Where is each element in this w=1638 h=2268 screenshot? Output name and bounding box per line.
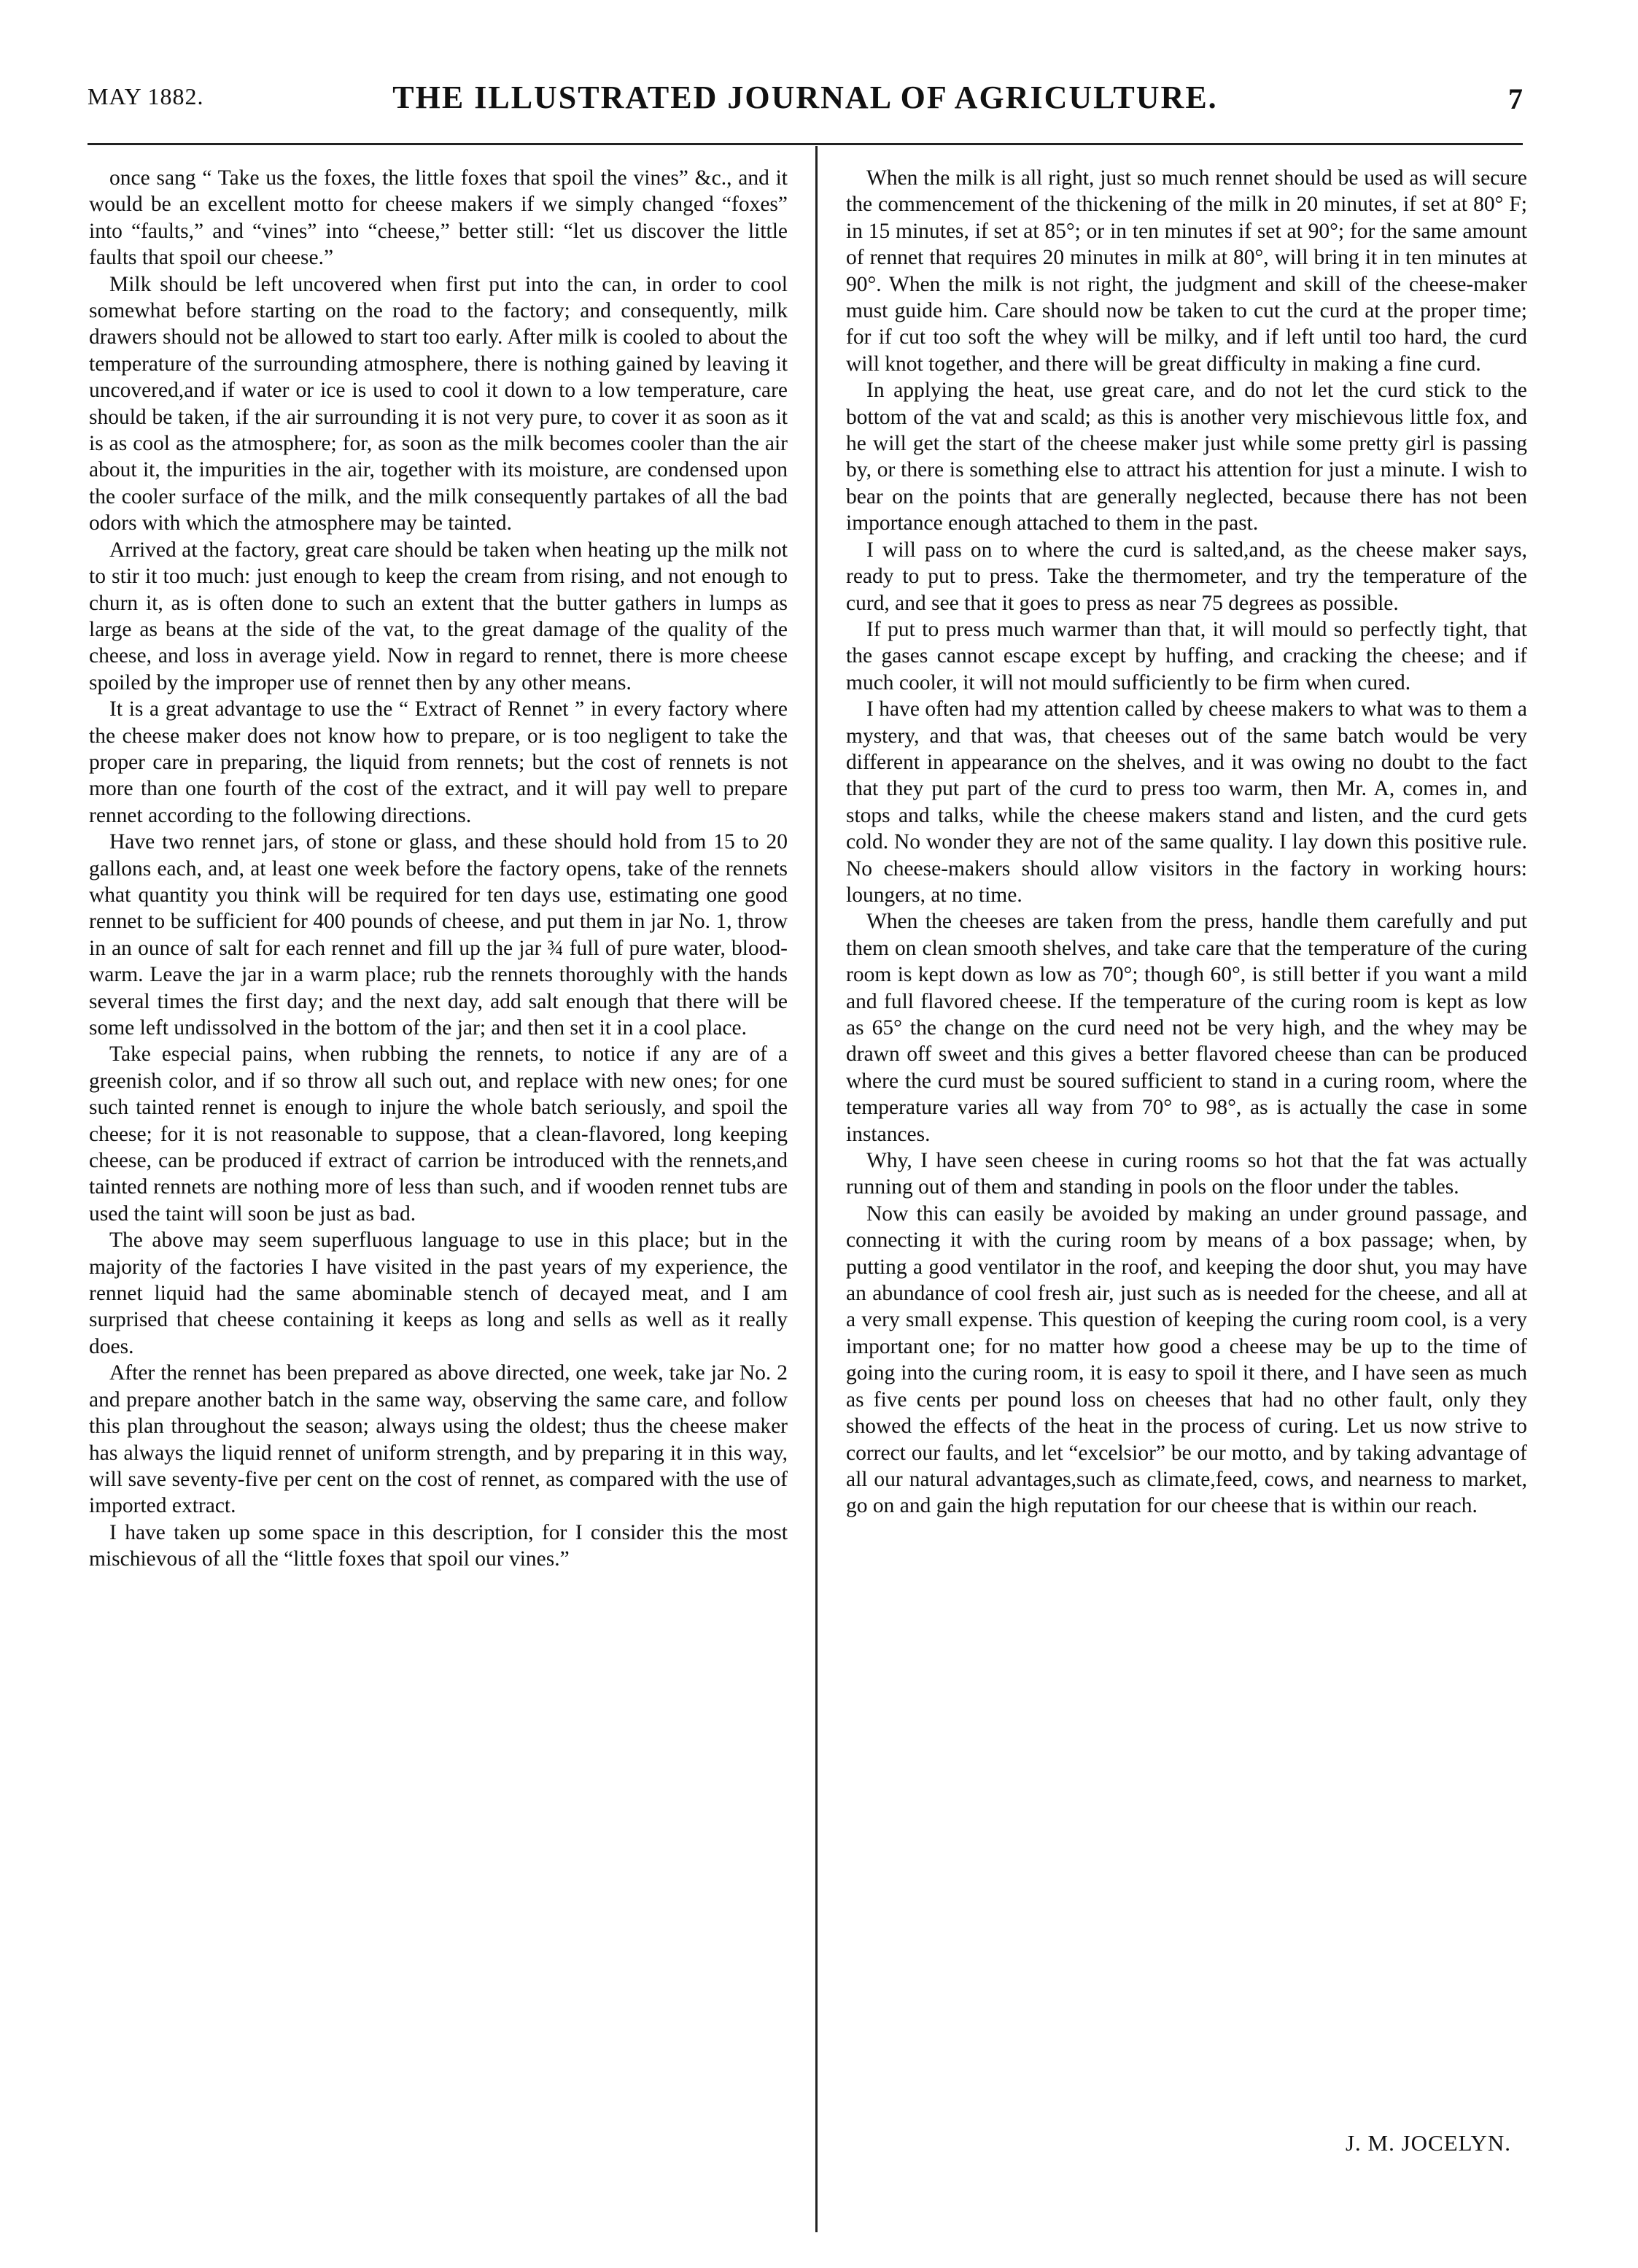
paragraph: Why, I have seen cheese in curing rooms so hot that the fat was actually running out of them and standing in pools on the floor under the tables. [846, 1149, 1527, 1199]
paragraph: When the milk is all right, just so much rennet should be used as will secure the commencement of the thickening of the milk in 20 minutes, if set at 80° F; in 15 minutes, if set at 85°; or in ten minutes if set at 90°; for the same amount of rennet that requires 20 minutes in milk at 80°, will bring it in ten minutes at 90°. When the milk is not right, the judgment and skill of the cheese-maker must guide him. Care should now be taken to cut the curd at the proper time; for if cut too soft the whey will be milky, and if left until too hard, the curd will knot together, and there will be great difficulty in making a fine curd. [846, 166, 1527, 376]
signature-text: J. M. JOCELYN. [1345, 2130, 1511, 2156]
issue-date: MAY 1882. [88, 83, 204, 109]
page-header [88, 79, 1523, 123]
journal-title: THE ILLUSTRATED JOURNAL OF AGRICULTURE. [392, 80, 1218, 115]
paragraph: I will pass on to where the curd is salted,and, as the cheese maker says, ready to put to press. Take the thermometer, and try the temperature of the curd, and see that it goes to press as near 75 degrees as possible. [846, 538, 1527, 615]
page-number: 7 [1508, 82, 1523, 115]
header-rule [88, 143, 1523, 145]
paragraph: I have often had my attention called by cheese makers to what was to them a mystery, and that was, that cheeses out of the same batch would be very different in appearance on the shelves, and it was owing no doubt to the fact that they put part of the curd to press too warm, then Mr. A, comes in, and stops and talks, while the cheese makers stand and listen, and the curd gets cold. No wonder they are not of the same quality. I lay down this positive rule. No cheese-makers should allow visitors in the factory in working hours: loungers, at no time. [846, 697, 1527, 907]
author-signature [1346, 2130, 1511, 2156]
paragraph: Take especial pains, when rubbing the rennets, to notice if any are of a greenish color, and if so throw all such out, and replace with new ones; for one such tainted rennet is enough to injure the whole batch seriously, and spoil the cheese; for it is not reasonable to suppose, that a clean-flavored, long keeping cheese, can be produced if extract of carrion be introduced with the rennets,and tainted rennets are nothing more of less than such, and if wooden rennet tubs are used the taint will soon be just as bad. [89, 1042, 788, 1226]
paragraph: once sang “ Take us the foxes, the little foxes that spoil the vines” &c., and it would be an excellent motto for cheese makers if we simply changed “foxes” into “faults,” and “vines” into “cheese,” better still: “let us discover the little faults that spoil our cheese.” [89, 166, 788, 270]
paragraph: The above may seem superfluous language to use in this place; but in the majority of the factories I have visited in the past years of my experience, the rennet liquid had the same abominable stench of decayed meat, and I am surprised that cheese containing it keeps as long and sells as well as it really does. [89, 1228, 788, 1358]
paragraph: Now this can easily be avoided by making an under ground passage, and connecting it with the curing room by means of a box passage; when, by putting a good ventilator in the roof, and keeping the door shut, you may have an abundance of cool fresh air, just such as is needed for the cheese, and all at a very small expense. This question of keeping the curing room cool, is a very important one; for no matter how good a cheese may be up to the time of going into the curing room, it is easy to spoil it there, and I have seen as much as five cents per pound loss on cheeses that had no other fault, only they showed the effects of the heat in the process of curing. Let us now strive to correct our faults, and let “excelsior” be our motto, and by taking advantage of all our natural advantages,such as climate,feed, cows, and nearness to market, go on and gain the high reputation for our cheese that is within our reach. [846, 1201, 1527, 1518]
paragraph: If put to press much warmer than that, it will mould so perfectly tight, that the gases cannot escape except by huffing, and cracking the cheese; and if much cooler, it will not mould sufficiently to be firm when cured. [846, 617, 1527, 694]
paragraph: In applying the heat, use great care, and do not let the curd stick to the bottom of the vat and scald; as this is another very mischievous little fox, and he will get the start of the cheese maker just while some pretty girl is passing by, or there is something else to attract his attention for just a minute. I wish to bear on the points that are generally neglected, because there has not been importance enough attached to them in the past. [846, 379, 1527, 535]
paragraph: It is a great advantage to use the “ Extract of Rennet ” in every factory where the cheese maker does not know how to prepare, or is too negligent to take the proper care in preparing, the liquid from rennets; but the cost of rennets is not more than one fourth of the cost of the extract, and it will pay well to prepare rennet according to the following directions. [89, 697, 788, 827]
paragraph: Have two rennet jars, of stone or glass, and these should hold from 15 to 20 gallons each, and, at least one week before the factory opens, take of the rennets what quantity you think will be required for ten days use, estimating one good rennet to be sufficient for 400 pounds of cheese, and put them in jar No. 1, throw in an ounce of salt for each rennet and fill up the jar ¾ full of pure water, blood-warm. Leave the jar in a warm place; rub the rennets thoroughly with the hands several times the first day; and the next day, add salt enough that there will be some left undissolved in the bottom of the jar; and then set it in a cool place. [89, 830, 788, 1040]
right-column [846, 165, 1527, 1520]
column-divider [815, 146, 818, 2232]
paragraph: I have taken up some space in this description, for I consider this the most mischievous of all the “little foxes that spoil our vines.” [89, 1520, 788, 1571]
paragraph: Arrived at the factory, great care should be taken when heating up the milk not to stir it too much: just enough to keep the cream from rising, and not enough to churn it, as is often done to such an extent that the butter gathers in lumps as large as beans at the side of the vat, to the great damage of the quality of the cheese, and loss in average yield. Now in regard to rennet, there is more cheese spoiled by the improper use of rennet then by any other means. [89, 538, 788, 694]
paragraph: Milk should be left uncovered when first put into the can, in order to cool somewhat before starting on the road to the factory; and consequently, milk drawers should not be allowed to start too early. After milk is cooled to about the temperature of the surrounding atmosphere, there is nothing gained by leaving it uncovered,and if water or ice is used to cool it down to a low temperature, care should be taken, if the air surrounding it is not very pure, to cover it as soon as it is as cool as the atmosphere; for, as soon as the milk becomes cooler than the air about it, the impurities in the air, together with its moisture, are condensed upon the cooler surface of the milk, and the milk consequently partakes of all the bad odors with which the atmosphere may be tainted. [89, 272, 788, 535]
paragraph: After the rennet has been prepared as above directed, one week, take jar No. 2 and prepare another batch in the same way, observing the same care, and follow this plan throughout the season; always using the oldest; thus the cheese maker has always the liquid rennet of uniform strength, and by preparing it in this way, will save seventy-five per cent on the cost of rennet, as compared with the use of imported extract. [89, 1361, 788, 1518]
paragraph: When the cheeses are taken from the press, handle them carefully and put them on clean smooth shelves, and take care that the temperature of the curing room is kept down as low as 70°; though 60°, is still better if you want a mild and full flavored cheese. If the temperature of the curing room is kept as low as 65° the change on the curd need not be very high, and the whey may be drawn off sweet and this gives a better flavored cheese than can be produced where the curd must be soured sufficient to stand in a curing room, where the temperature varies all way from 70° to 98°, as is actually the case in some instances. [846, 910, 1527, 1146]
left-column [89, 165, 788, 1573]
